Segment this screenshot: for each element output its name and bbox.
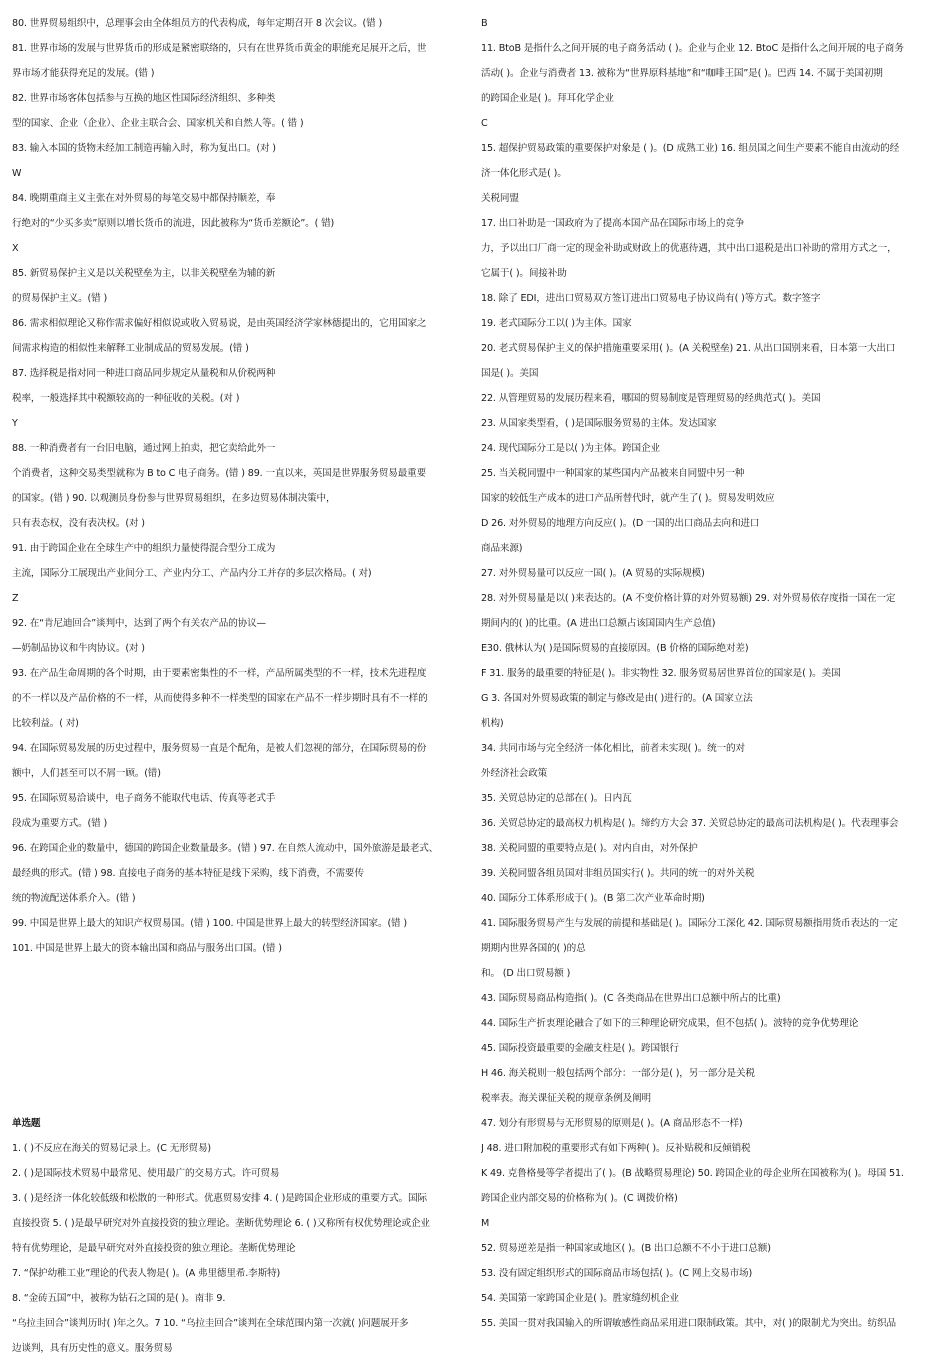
text-line: 52. 贸易逆差是指一种国家或地区( )。(B 出口总额不不小于进口总额) xyxy=(481,1243,771,1254)
text-line: 机构) xyxy=(481,718,504,729)
text-line: 35. 关贸总协定的总部在( )。日内瓦 xyxy=(481,793,632,804)
text-line: 54. 美国第一家跨国企业是( )。胜家缝纫机企业 xyxy=(481,1293,679,1304)
text-line: 86. 需求相似理论又称作需求偏好相似说或收入贸易说，是由英国经济学家林德提出的，它用国家之 xyxy=(12,318,427,329)
text-line: 个消费者，这种交易类型就称为 B to C 电子商务。(错 ) 89. 一直以来，英国是世界服务贸易最重要 xyxy=(12,468,427,479)
text-line: 99. 中国是世界上最大的知识产权贸易国。(错 ) 100. 中国是世界上最大的转型经济国家。(错 ) xyxy=(12,918,407,929)
text-line: 85. 新贸易保护主义是以关税壁垒为主，以非关税壁垒为辅的新 xyxy=(12,268,276,279)
text-line: 的国家。(错 ) 90. 以观测员身份参与世界贸易组织，在多边贸易体制决策中， xyxy=(12,493,336,504)
text-line: 20. 老式贸易保护主义的保护措施重要采用( )。(A 关税壁垒) 21. 从出口国别来看，日本第一大出口 xyxy=(481,343,896,354)
text-line: 税率表。海关课征关税的规章条例及阐明 xyxy=(481,1093,651,1104)
text-line: 只有表态权，没有表决权。(对 ) xyxy=(12,518,145,529)
text-line: M xyxy=(481,1218,490,1229)
text-line: C xyxy=(481,118,488,129)
right-column xyxy=(481,11,943,1336)
text-line: 1. ( )不反应在海关的贸易记录上。(C 无形贸易) xyxy=(12,1143,212,1154)
text-line: 期间内的( )的比重。(A 进出口总额占该国国内生产总值) xyxy=(481,618,716,629)
text-line: 间需求构造的相似性来解释工业制成品的贸易发展。(错 ) xyxy=(12,343,249,354)
text-line: 19. 老式国际分工以( )为主体。国家 xyxy=(481,318,632,329)
text-line: 82. 世界市场客体包括参与互换的地区性国际经济组织、多种类 xyxy=(12,93,276,104)
text-line: 商品来源) xyxy=(481,543,523,554)
text-line: 8. “金砖五国”中，被称为钻石之国的是( )。南非 9. xyxy=(12,1293,226,1304)
text-line: 比较利益。( 对) xyxy=(12,718,79,729)
text-line: 外经济社会政策 xyxy=(481,768,548,779)
text-line: F 31. 服务的最重要的特征是( )。非实物性 32. 服务贸易居世界首位的国家是( )。美国 xyxy=(481,668,841,679)
text-line: 43. 国际贸易商品构造指( )。(C 各类商品在世界出口总额中所占的比重) xyxy=(481,993,781,1004)
text-line: 税率，一般选择其中税额较高的一种征收的关税。(对 ) xyxy=(12,393,240,404)
text-line: 28. 对外贸易量是以( )来表达的。(A 不变价格计算的对外贸易额) 29. 对外贸易依存度指一国在一定 xyxy=(481,593,896,604)
single-choice-continued xyxy=(481,11,943,1336)
text-line: 主流，国际分工展现出产业间分工、产业内分工、产品内分工并存的多层次格局。( 对) xyxy=(12,568,372,579)
text-line: Z xyxy=(12,593,19,604)
text-line: 22. 从管理贸易的发展历程来看，哪国的贸易制度是管理贸易的经典范式( )。美国 xyxy=(481,393,821,404)
text-line: 的不一样以及产品价格的不一样，从而使得多种不一样类型的国家在产品不一样步期时具有不一样的 xyxy=(12,693,428,704)
text-line: 47. 划分有形贸易与无形贸易的原则是( )。(A 商品形态不一样) xyxy=(481,1118,743,1129)
text-line: 40. 国际分工体系形成于( )。(B 第二次产业革命时期) xyxy=(481,893,705,904)
text-line: 行绝对的“少买多卖”原则以增长货币的流进，因此被称为“货币差额论”。( 错) xyxy=(12,218,335,229)
text-line: 17. 出口补助是一国政府为了提高本国产品在国际市场上的竞争 xyxy=(481,218,745,229)
text-line: —奶制品协议和牛肉协议。(对 ) xyxy=(12,643,145,654)
text-line: 期期内世界各国的( )的总 xyxy=(481,943,586,954)
text-line: 45. 国际投资最重要的金融支柱是( )。跨国银行 xyxy=(481,1043,679,1054)
text-line: 95. 在国际贸易洽谈中，电子商务不能取代电话、传真等老式手 xyxy=(12,793,276,804)
blank-line xyxy=(12,986,470,1011)
text-line: 81. 世界市场的发展与世界货币的形成是紧密联络的，只有在世界货币黄金的职能充足展开之后，世 xyxy=(12,43,427,54)
text-line: 国家的较低生产成本的进口产品所替代时，就产生了( )。贸易发明效应 xyxy=(481,493,775,504)
text-line: 7. “保护幼稚工业”理论的代表人物是( )。(A 弗里德里希.李斯特) xyxy=(12,1268,281,1279)
text-line: W xyxy=(12,168,22,179)
text-line: 活动( )。企业与消费者 13. 被称为“世界原料基地”和“咖啡王国”是( )。巴西 14. 不属于美国初期 xyxy=(481,68,883,79)
text-line: 最经典的形式。(错 ) 98. 直接电子商务的基本特征是线下采购，线下消费，不需要传 xyxy=(12,868,364,879)
text-line: 界市场才能获得充足的发展。(错 ) xyxy=(12,68,155,79)
text-line: 25. 当关税同盟中一种国家的某些国内产品被来自同盟中另一种 xyxy=(481,468,745,479)
text-line: G 3. 各国对外贸易政策的制定与修改是由( )进行的。(A 国家立法 xyxy=(481,693,753,704)
text-line: 段成为重要方式。(错 ) xyxy=(12,818,108,829)
blank-line xyxy=(12,1086,470,1111)
text-line: 关税同盟 xyxy=(481,193,519,204)
text-line: 和。 (D 出口贸易额 ) xyxy=(481,968,571,979)
text-line: 的贸易保护主义。(错 ) xyxy=(12,293,108,304)
text-line: 93. 在产品生命周期的各个时期，由于要素密集性的不一样，产品所属类型的不一样，技术先进程度 xyxy=(12,668,427,679)
text-line: 3. ( )是经济一体化较低级和松散的一种形式。优惠贸易安排 4. ( )是跨国企业形成的重要方式。国际 xyxy=(12,1193,427,1204)
text-line: J 48. 进口附加税的重要形式有如下两种( )。反补贴税和反倾销税 xyxy=(481,1143,751,1154)
text-line: 36. 关贸总协定的最高权力机构是( )。缔约方大会 37. 关贸总协定的最高司法机构是( )。代表理事会 xyxy=(481,818,899,829)
text-line: 15. 超保护贸易政策的重要保护对象是 ( )。(D 成熟工业) 16. 组员国之间生产要素不能自由流动的经 xyxy=(481,143,900,154)
text-line: “乌拉圭回合”谈判历时( )年之久。7 10. “乌拉圭回合”谈判在全球范围内第一次就( )问题展开多 xyxy=(12,1318,409,1329)
text-line: 2. ( )是国际技术贸易中最常见、使用最广的交易方式。许可贸易 xyxy=(12,1168,280,1179)
text-line: 53. 没有固定组织形式的国际商品市场包括( )。(C 网上交易市场) xyxy=(481,1268,753,1279)
text-line: 它属于( )。间接补助 xyxy=(481,268,567,279)
text-line: 力，予以出口厂商一定的现金补助或财政上的优惠待遇，其中出口退税是出口补助的常用方式之一， xyxy=(481,243,897,254)
text-line: E30. 俄林认为( )是国际贸易的直接原因。(B 价格的国际绝对差) xyxy=(481,643,749,654)
left-column xyxy=(12,11,470,1361)
text-line: 41. 国际服务贸易产生与发展的前提和基础是( )。国际分工深化 42. 国际贸易额指用货币表达的一定 xyxy=(481,918,898,929)
text-line: 38. 关税同盟的重要特点是( )。对内自由，对外保护 xyxy=(481,843,698,854)
text-line: 55. 美国一贯对我国输入的所谓敏感性商品采用进口限制政策。其中，对( )的限制尤为突出。纺织品 xyxy=(481,1318,896,1329)
text-line: 83. 输入本国的货物未经加工制造再输入时，称为复出口。(对 ) xyxy=(12,143,276,154)
blank-line xyxy=(12,1061,470,1086)
text-line: 济一体化形式是( )。 xyxy=(481,168,567,179)
text-line: 24. 现代国际分工是以( )为主体。跨国企业 xyxy=(481,443,660,454)
text-line: X xyxy=(12,243,19,254)
text-line: 101. 中国是世界上最大的资本输出国和商品与服务出口国。(错 ) xyxy=(12,943,282,954)
text-line: 88. 一种消费者有一台旧电脑，通过网上拍卖，把它卖给此外一 xyxy=(12,443,276,454)
text-line: 23. 从国家类型看，( )是国际服务贸易的主体。发达国家 xyxy=(481,418,717,429)
text-line: H 46. 海关税则一般包括两个部分：一部分是( )，另一部分是关税 xyxy=(481,1068,755,1079)
text-line: 边谈判，具有历史性的意义。服务贸易 xyxy=(12,1343,173,1354)
text-line: 84. 晚期重商主义主张在对外贸易的每笔交易中都保持顺差，奉 xyxy=(12,193,276,204)
blank-line xyxy=(12,961,470,986)
text-line: 80. 世界贸易组织中，总理事会由全体组员方的代表构成，每年定期召开 8 次会议。(错 ) xyxy=(12,18,383,29)
text-line: K 49. 克鲁格曼等学者提出了( )。(B 战略贸易理论) 50. 跨国企业的母企业所在国被称为( )。母国 51. xyxy=(481,1168,904,1179)
text-line: Y xyxy=(12,418,18,429)
text-line: 11. BtoB 是指什么之间开展的电子商务活动 ( )。企业与企业 12. BtoC 是指什么之间开展的电子商务 xyxy=(481,43,904,54)
text-line: B xyxy=(481,18,488,29)
text-line: 特有优势理论，是最早研究对外直接投资的独立理论。垄断优势理论 xyxy=(12,1243,296,1254)
text-line: 额中，人们甚至可以不屑一顾。(错) xyxy=(12,768,161,779)
text-line: 34. 共同市场与完全经济一体化相比，前者未实现( )。统一的对 xyxy=(481,743,745,754)
single-choice-section xyxy=(12,1136,470,1361)
text-line: 39. 关税同盟各组员国对非组员国实行( )。共同的统一的对外关税 xyxy=(481,868,755,879)
blank-line xyxy=(12,1011,470,1036)
blank-line xyxy=(12,1036,470,1061)
text-line: 94. 在国际贸易发展的历史过程中，服务贸易一直是个配角，是被人们忽视的部分，在国际贸易的份 xyxy=(12,743,427,754)
text-line: 27. 对外贸易量可以反应一国( )。(A 贸易的实际规模) xyxy=(481,568,705,579)
text-line: 统的物流配送体系介入。(错 ) xyxy=(12,893,136,904)
text-line: 型的国家、企业（企业）、企业主联合会、国家机关和自然人等。( 错 ) xyxy=(12,118,304,129)
true-false-section xyxy=(12,11,470,961)
text-line: 44. 国际生产折衷理论融合了如下的三种理论研究成果，但不包括( )。波特的竞争优势理论 xyxy=(481,1018,859,1029)
text-line: D 26. 对外贸易的地理方向反应( )。(D 一国的出口商品去向和进口 xyxy=(481,518,760,529)
text-line: 国是( )。美国 xyxy=(481,368,539,379)
text-line: 直接投资 5. ( )是最早研究对外直接投资的独立理论。垄断优势理论 6. ( )又称所有权优势理论或企业 xyxy=(12,1218,430,1229)
text-line: 跨国企业内部交易的价格称为( )。(C 调拨价格) xyxy=(481,1193,678,1204)
section-heading: 单选题 xyxy=(12,1118,41,1129)
text-line: 87. 选择税是指对同一种进口商品同步规定从量税和从价税两种 xyxy=(12,368,276,379)
text-line: 的跨国企业是( )。拜耳化学企业 xyxy=(481,93,614,104)
text-line: 18. 除了 EDI，进出口贸易双方签订进出口贸易电子协议尚有( )等方式。数字签字 xyxy=(481,293,821,304)
text-line: 92. 在“肯尼迪回合”谈判中，达到了两个有关农产品的协议— xyxy=(12,618,266,629)
text-line: 91. 由于跨国企业在全球生产中的组织力量使得混合型分工成为 xyxy=(12,543,276,554)
text-line: 96. 在跨国企业的数量中，德国的跨国企业数量最多。(错 ) 97. 在自然人流动中，国外旅游是最老式、 xyxy=(12,843,439,854)
